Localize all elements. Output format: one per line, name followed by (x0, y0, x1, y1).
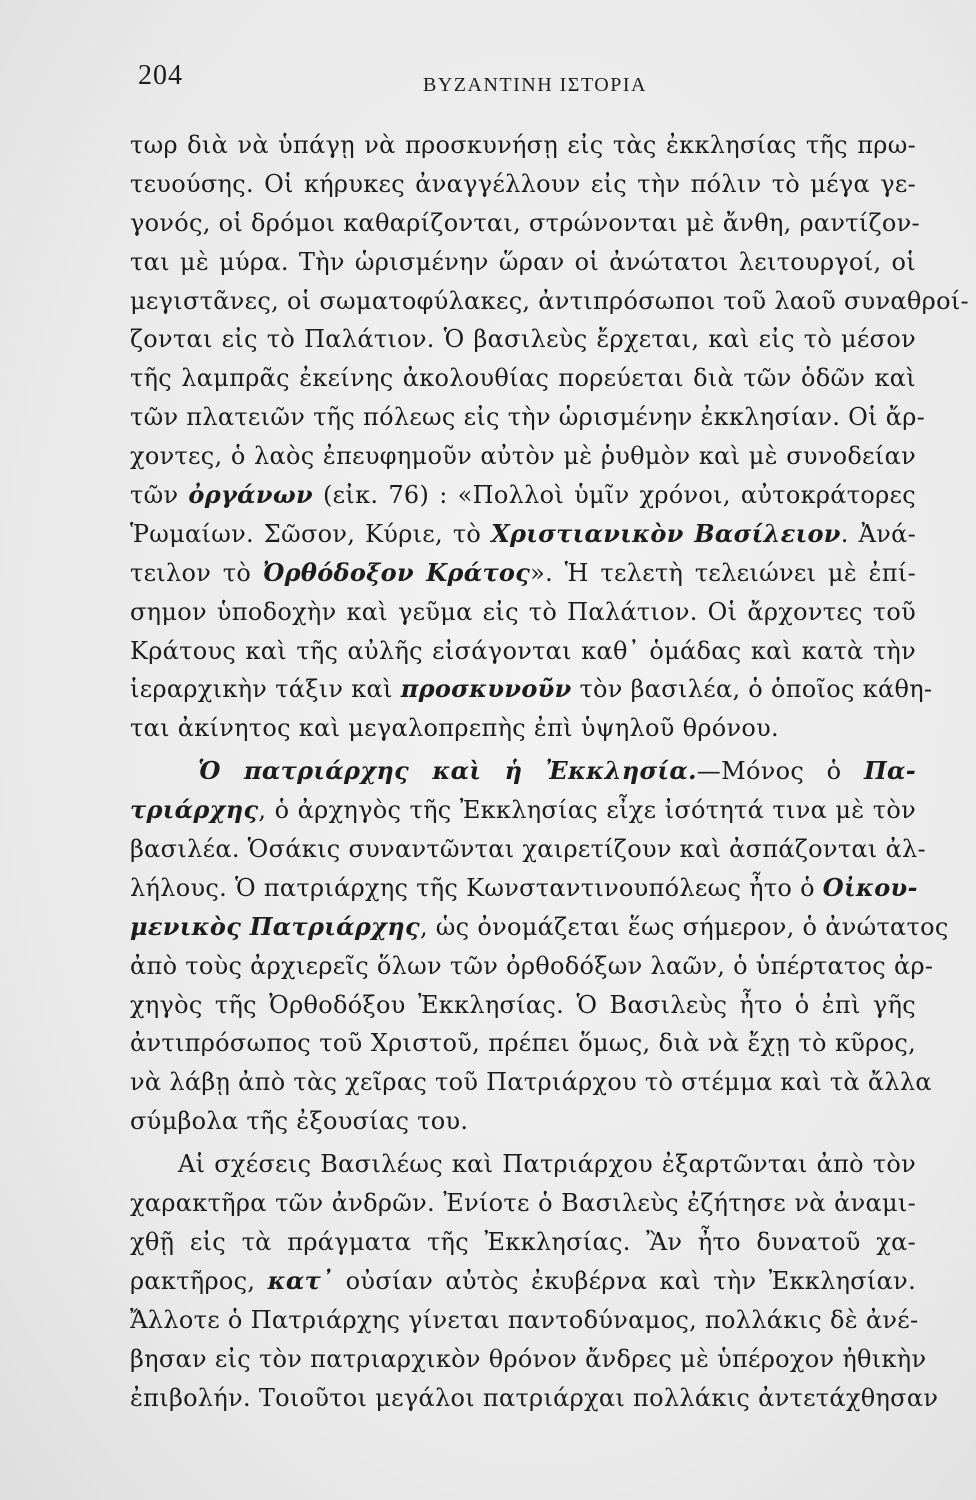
emphasized-term: Χριστιανικὸν Βασίλειον (491, 518, 841, 548)
emphasized-term: τριάρχης (130, 795, 259, 825)
text-line (130, 1262, 916, 1301)
text-line (130, 752, 916, 791)
text-line: τωρ διὰ νὰ ὑπάγῃ νὰ προσκυνήσῃ εἰς τὰς ἐκκλησίας τῆς πρω- (130, 131, 916, 159)
text-line (130, 476, 916, 515)
text-run: . Ἀνά- (840, 519, 917, 548)
text-run: ρακτῆρος, (130, 1266, 268, 1295)
text-line (130, 791, 916, 830)
emphasized-term: κατ᾽ (267, 1265, 334, 1295)
running-head: ΒΥΖΑΝΤΙΝΗ ΙΣΤΟΡΙΑ (423, 74, 647, 96)
text-line (130, 869, 916, 908)
text-line: τευούσης. Οἱ κήρυκες ἀναγγέλλουν εἰς τὴν πόλιν τὸ μέγα γε- (130, 169, 916, 198)
text-line: χαρακτῆρα τῶν ἀνδρῶν. Ἐνίοτε ὁ Βασιλεὺς ἐζήτησε νὰ ἀναμι- (130, 1189, 916, 1218)
text-line (130, 670, 933, 709)
text-line: ἀπὸ τοὺς ἀρχιερεῖς ὅλων τῶν ὀρθοδόξων λαῶν, ὁ ὑπέρτατος ἀρ- (130, 951, 934, 980)
emphasized-term: Ὀρθόδοξον Κράτος (262, 557, 531, 587)
text-run: Ῥωμαίων. Σῶσον, Κύριε, τὸ (130, 519, 492, 548)
section-heading: Ὁ πατριάρχης καὶ ἡ Ἐκκλησία. (198, 756, 697, 786)
text-line: τῆς λαμπρᾶς ἐκείνης ἀκολουθίας πορεύεται διὰ τῶν ὁδῶν καὶ (130, 364, 916, 393)
text-line: βησαν εἰς τὸν πατριαρχικὸν θρόνον ἄνδρες μὲ ὑπέροχον ἠθικὴν (130, 1344, 927, 1373)
emphasized-term: μενικὸς Πατριάρχης (130, 911, 420, 941)
text-line: χοντες, ὁ λαὸς ἐπευφημοῦν αὐτὸν μὲ ῥυθμὸν καὶ μὲ συνοδείαν (130, 442, 916, 471)
page-number: 204 (138, 60, 183, 91)
text-line: χηγὸς τῆς Ὀρθοδόξου Ἐκκλησίας. Ὁ Βασιλεὺς ἦτο ὁ ἐπὶ γῆς (130, 990, 916, 1019)
text-line (130, 554, 916, 593)
text-line: γονός, οἱ δρόμοι καθαρίζονται, στρώνονται μὲ ἄνθη, ραντίζον- (130, 208, 920, 237)
text-line: ζονται εἰς τὸ Παλάτιον. Ὁ βασιλεὺς ἔρχεται, καὶ εἰς τὸ μέσον (130, 325, 916, 354)
text-run: —Μόνος ὁ (696, 757, 864, 786)
text-line: Ἄλλοτε ὁ Πατριάρχης γίνεται παντοδύναμος, πολλάκις δὲ ἀνέ- (130, 1305, 919, 1334)
text-run: (εἰκ. 76) : «Πολλοὶ ὑμῖν χρόνοι, αὐτοκράτορες (312, 481, 916, 510)
text-run: τὸν βασιλέα, ὁ ὁποῖος κάθη- (571, 675, 933, 704)
text-run: ἱεραρχικὴν τάξιν καὶ (130, 675, 401, 704)
text-run: λήλους. Ὁ πατριάρχης τῆς Κωνσταντινουπόλεως ἦτο ὁ (130, 873, 823, 902)
page-header (138, 60, 898, 100)
text-line: Αἱ σχέσεις Βασιλέως καὶ Πατριάρχου ἐξαρτῶνται ἀπὸ τὸν (178, 1150, 916, 1179)
text-run: οὐσίαν αὐτὸς ἐκυβέρνα καὶ τὴν Ἐκκλησίαν. (333, 1266, 917, 1295)
text-run: τειλον τὸ (130, 558, 263, 587)
text-run: , ὁ ἀρχηγὸς τῆς Ἐκκλησίας εἶχε ἰσότητά τινα μὲ τὸν (258, 796, 916, 825)
text-line: Κράτους καὶ τῆς αὐλῆς εἰσάγονται καθ᾽ ὁμάδας καὶ κατὰ τὴν (130, 636, 916, 665)
text-line: βασιλέα. Ὁσάκις συναντῶνται χαιρετίζουν καὶ ἀσπάζονται ἀλ- (130, 835, 926, 864)
emphasized-term: ὀργάνων (188, 480, 313, 510)
text-line: ται μὲ μύρα. Τὴν ὡρισμένην ὥραν οἱ ἀνώτατοι λειτουργοί, οἱ (130, 247, 916, 276)
text-line: νὰ λάβῃ ἀπὸ τὰς χεῖρας τοῦ Πατριάρχου τὸ στέμμα καὶ τὰ ἄλλα (130, 1068, 932, 1097)
text-line (130, 908, 949, 947)
text-line: χθῇ εἰς τὰ πράγματα τῆς Ἐκκλησίας. Ἂν ἦτο δυνατοῦ χα- (130, 1227, 916, 1256)
text-run: ». Ἡ τελετὴ τελειώνει μὲ ἐπί- (530, 558, 916, 587)
text-line: ἀντιπρόσωπος τοῦ Χριστοῦ, πρέπει ὅμως, διὰ νὰ ἔχῃ τὸ κῦρος, (130, 1029, 916, 1058)
body-text (130, 126, 969, 1417)
text-run: , ὡς ὀνομάζεται ἕως σήμερον, ὁ ἀνώτατος (419, 912, 949, 941)
text-line: σύμβολα τῆς ἐξουσίας του. (130, 1107, 469, 1136)
text-line: τῶν πλατειῶν τῆς πόλεως εἰς τὴν ὡρισμένην ἐκκλησίαν. Οἱ ἄρ- (130, 403, 926, 432)
text-line: ται ἀκίνητος καὶ μεγαλοπρεπὴς ἐπὶ ὑψηλοῦ θρόνου. (130, 714, 779, 743)
text-line: μεγιστᾶνες, οἱ σωματοφύλακες, ἀντιπρόσωποι τοῦ λαοῦ συναθροί- (130, 286, 969, 315)
text-run: τῶν (130, 481, 189, 510)
text-line: ἐπιβολήν. Τοιοῦτοι μεγάλοι πατριάρχαι πολλάκις ἀντετάχθησαν (130, 1383, 939, 1412)
text-line: σημον ὑποδοχὴν καὶ γεῦμα εἰς τὸ Παλάτιον. Οἱ ἄρχοντες τοῦ (130, 597, 916, 626)
emphasized-term: προσκυνοῦν (400, 674, 572, 704)
text-line (130, 515, 916, 554)
emphasized-term: Πα- (863, 756, 916, 786)
emphasized-term: Οἰκου- (822, 872, 918, 902)
